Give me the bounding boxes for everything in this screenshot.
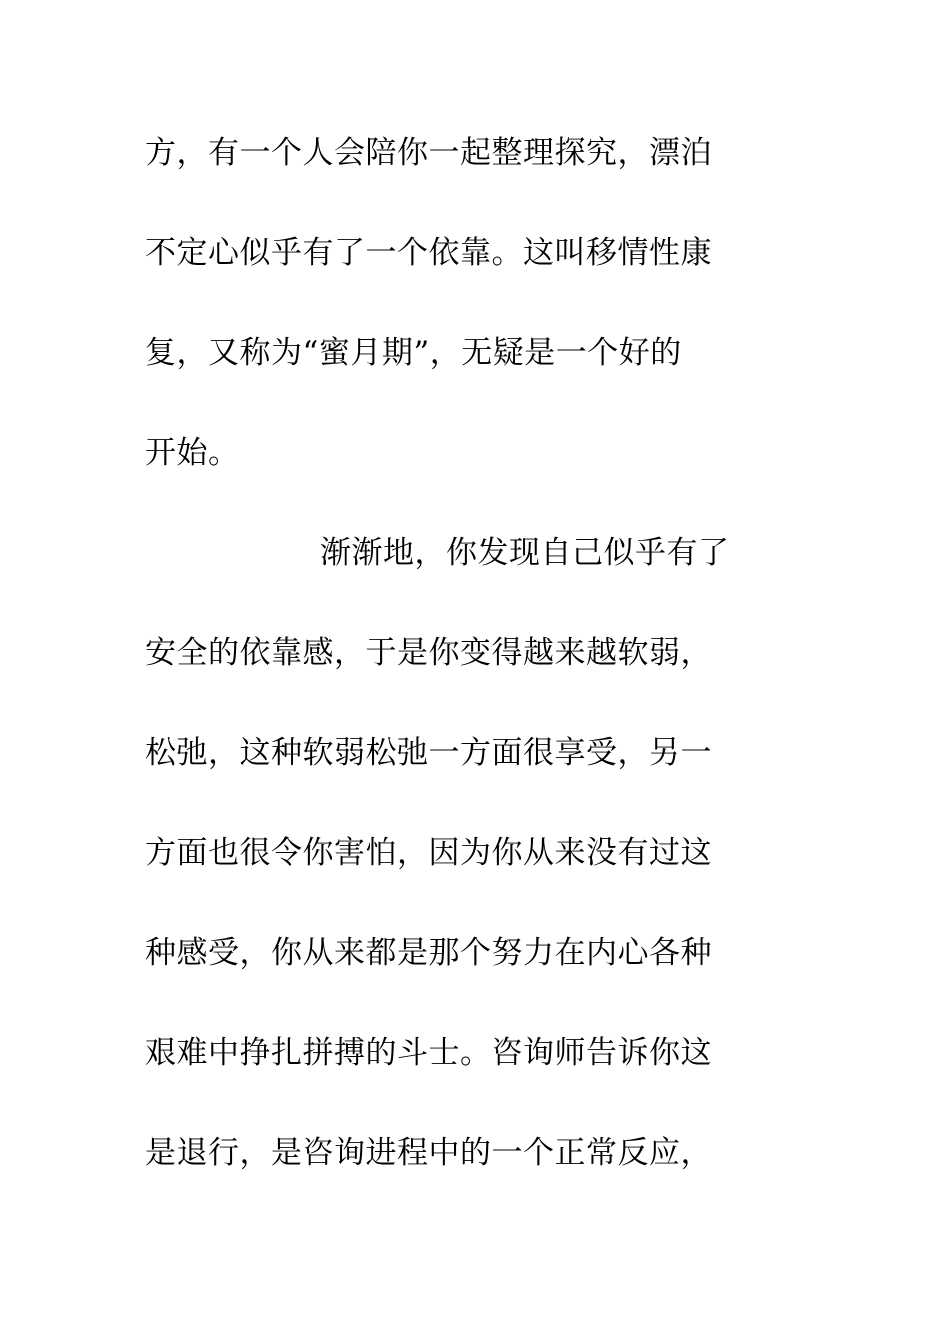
text-line: 不定心似乎有了一个依靠。这叫移情性康 bbox=[145, 235, 712, 271]
text-line: 是退行，是咨询进程中的一个正常反应， bbox=[145, 1135, 712, 1171]
text-line: 复，又称为“蜜月期”，无疑是一个好的 bbox=[145, 335, 682, 371]
text-line: 种感受，你从来都是那个努力在内心各种 bbox=[145, 935, 712, 971]
text-line: 方，有一个人会陪你一起整理探究，漂泊 bbox=[145, 135, 712, 171]
text-line: 开始。 bbox=[145, 435, 240, 471]
text-line: 方面也很令你害怕，因为你从来没有过这 bbox=[145, 835, 712, 871]
text-line: 艰难中挣扎拼搏的斗士。咨询师告诉你这 bbox=[145, 1035, 712, 1071]
text-line: 松弛，这种软弱松弛一方面很享受，另一 bbox=[145, 735, 712, 771]
text-line: 安全的依靠感，于是你变得越来越软弱， bbox=[145, 635, 712, 671]
paragraph-first-line: 渐渐地，你发现自己似乎有了 bbox=[320, 535, 730, 571]
